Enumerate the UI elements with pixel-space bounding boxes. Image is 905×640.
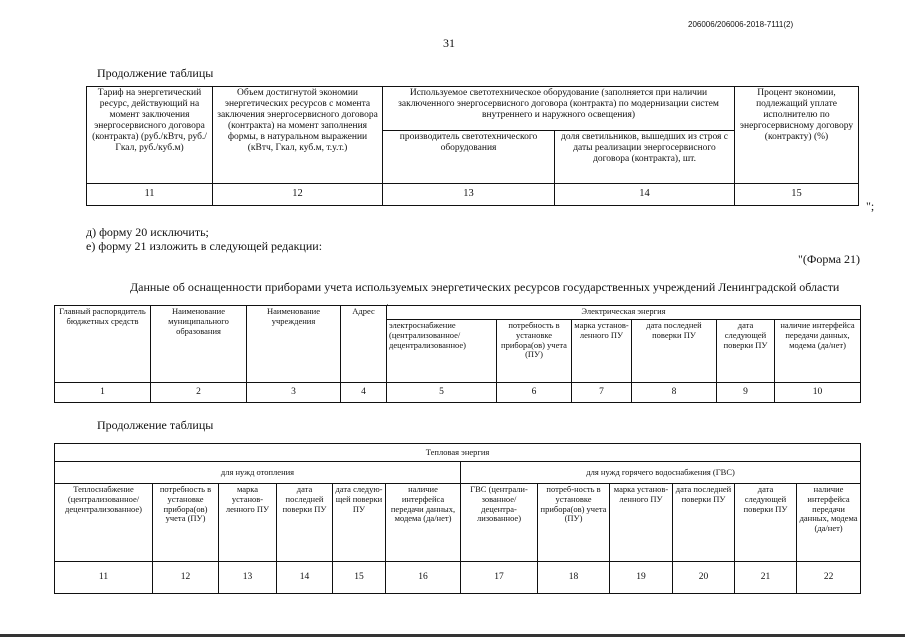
header-brand-gvs: марка установ-ленного ПУ bbox=[610, 484, 673, 562]
col-number: 8 bbox=[632, 383, 717, 403]
header-supply: электроснабжение (централизованное/ децентрализованное) bbox=[387, 320, 497, 383]
table-electric bbox=[54, 305, 861, 403]
scan-edge-line bbox=[0, 634, 905, 637]
item-d: д) форму 20 исключить; bbox=[86, 225, 209, 239]
col-number: 3 bbox=[247, 383, 341, 403]
header-municipality: Наименование муниципального образования bbox=[151, 306, 247, 383]
col-number: 15 bbox=[735, 184, 859, 206]
col-number: 14 bbox=[277, 562, 333, 594]
header-next-check: дата следующей поверки ПУ bbox=[717, 320, 775, 383]
header-need-gvs: потреб-ность в установке прибора(ов) учета (ПУ) bbox=[538, 484, 610, 562]
col-number: 16 bbox=[386, 562, 461, 594]
header-share: доля светильников, вышедших из строя с даты реализации энергосервисного договора (контракта), шт. bbox=[555, 131, 735, 184]
header-hot-water: для нужд горячего водоснабжения (ГВС) bbox=[461, 462, 861, 484]
col-number: 1 bbox=[55, 383, 151, 403]
closing-quote: "; bbox=[866, 199, 875, 213]
col-number: 11 bbox=[55, 562, 153, 594]
form-label: "(Форма 21) bbox=[798, 252, 861, 266]
header-interface-gvs: наличие интерфейса передачи данных, модема (да/нет) bbox=[797, 484, 861, 562]
col-number: 12 bbox=[213, 184, 383, 206]
header-next-check-gvs: дата следующей поверки ПУ bbox=[735, 484, 797, 562]
header-heating: для нужд отопления bbox=[55, 462, 461, 484]
col-number: 11 bbox=[87, 184, 213, 206]
page-number: 31 bbox=[443, 36, 455, 50]
header-interface: наличие интерфейса передачи данных, модема (да/нет) bbox=[775, 320, 861, 383]
header-gvs: ГВС (централи-зованное/ децентра-лизованное) bbox=[461, 484, 538, 562]
header-equipment: Используемое светотехническое оборудование (заполняется при наличии заключенного энергосервисного договора (контракта) по модернизации систем внутреннего и наружного освещения) bbox=[383, 87, 735, 131]
table-energy-service bbox=[86, 86, 859, 206]
table2-title: Данные об оснащенности приборами учета используемых энергетических ресурсов государственных учреждений Ленинградской области bbox=[130, 280, 840, 294]
header-institution: Наименование учреждения bbox=[247, 306, 341, 383]
header-address: Адрес bbox=[341, 306, 387, 383]
col-number: 20 bbox=[673, 562, 735, 594]
continuation-label-2: Продолжение таблицы bbox=[97, 418, 214, 432]
col-number: 2 bbox=[151, 383, 247, 403]
document-number: 206006/206006-2018-7111(2) bbox=[688, 20, 794, 29]
table-thermal bbox=[54, 443, 861, 594]
col-number: 5 bbox=[387, 383, 497, 403]
col-number: 15 bbox=[333, 562, 386, 594]
header-next-check: дата следую-щей поверки ПУ bbox=[333, 484, 386, 562]
header-distributor: Главный распорядитель бюджетных средств bbox=[55, 306, 151, 383]
tick-mark: ' bbox=[387, 303, 389, 311]
header-heat-supply: Теплоснабжение (централизованное/ децентрализованное) bbox=[55, 484, 153, 562]
col-number: 17 bbox=[461, 562, 538, 594]
header-last-check: дата последней поверки ПУ bbox=[277, 484, 333, 562]
col-number: 13 bbox=[219, 562, 277, 594]
col-number: 18 bbox=[538, 562, 610, 594]
header-brand: марка установ-ленного ПУ bbox=[572, 320, 632, 383]
col-number: 9 bbox=[717, 383, 775, 403]
col-number: 12 bbox=[153, 562, 219, 594]
header-last-check: дата последней поверки ПУ bbox=[632, 320, 717, 383]
header-thermal: Тепловая энергия bbox=[55, 444, 861, 462]
col-number: 4 bbox=[341, 383, 387, 403]
col-number: 6 bbox=[497, 383, 572, 403]
col-number: 21 bbox=[735, 562, 797, 594]
header-manufacturer: производитель светотехнического оборудования bbox=[383, 131, 555, 184]
col-number: 14 bbox=[555, 184, 735, 206]
continuation-label-1: Продолжение таблицы bbox=[97, 66, 214, 80]
col-number: 7 bbox=[572, 383, 632, 403]
header-need: потребность в установке прибора(ов) учета (ПУ) bbox=[153, 484, 219, 562]
col-number: 22 bbox=[797, 562, 861, 594]
col-number: 10 bbox=[775, 383, 861, 403]
header-volume: Объем достигнутой экономии энергетических ресурсов с момента заключения энергосервисного договора (контракта) на момент заполнения формы, в натуральном выражении (кВтч, Гкал, куб.м, т.у.т.) bbox=[213, 87, 383, 184]
col-number: 13 bbox=[383, 184, 555, 206]
header-last-check-gvs: дата последней поверки ПУ bbox=[673, 484, 735, 562]
header-tariff: Тариф на энергетический ресурс, действующий на момент заключения энергосервисного договора (контракта) (руб./кВтч, руб./Гкал, руб./куб.м) bbox=[87, 87, 213, 184]
header-brand: марка установ-ленного ПУ bbox=[219, 484, 277, 562]
header-interface: наличие интерфейса передачи данных, модема (да/нет) bbox=[386, 484, 461, 562]
col-number: 19 bbox=[610, 562, 673, 594]
item-e: е) форму 21 изложить в следующей редакции: bbox=[86, 239, 323, 253]
header-need: потребность в установке прибора(ов) учета (ПУ) bbox=[497, 320, 572, 383]
header-electric: Электрическая энергия bbox=[387, 306, 861, 320]
header-percent: Процент экономии, подлежащий уплате исполнителю по энергосервисному договору (контракту) (%) bbox=[735, 87, 859, 184]
